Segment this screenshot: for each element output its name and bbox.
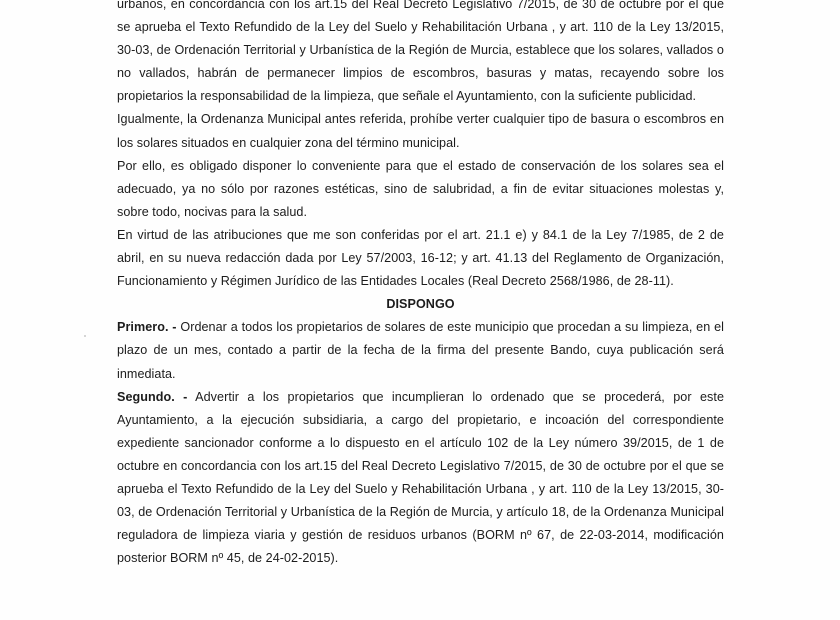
clause-primero-label: Primero. - — [117, 320, 177, 335]
clause-primero-text: Ordenar a todos los propietarios de solares de este municipio que procedan a su limpieza, en el plazo de un mes, contado a partir de la fecha de la firma del presente Bando, cuya publicación será inmediata. — [117, 320, 724, 381]
paragraph-atribuciones: En virtud de las atribuciones que me son conferidas por el art. 21.1 e) y 84.1 de la Ley 7/1985, de 2 de abril, en su nueva redacción dada por Ley 57/2003, 16-12; y art. 41.13 del Reglamento de Organización, Funcionamiento y Régimen Jurídico de las Entidades Locales (Real Decreto 2568/1986, de 28-11). — [117, 227, 724, 289]
paragraph-prohibicion-vertidos: Igualmente, la Ordenanza Municipal antes referida, prohíbe verter cualquier tipo de basura o escombros en los solares situados en cualquier zona del término municipal. — [117, 112, 724, 150]
clause-primero — [117, 316, 724, 385]
clause-segundo-label: Segundo. - — [117, 389, 188, 404]
scan-speck — [84, 335, 86, 337]
clause-segundo-text: Advertir a los propietarios que incumplieran lo ordenado que se procederá, por este Ayuntamiento, a la ejecución subsidiaria, a cargo del propietario, e incoación del correspondiente expediente sancionador conforme a lo dispuesto en el artículo 102 de la Ley número 39/2015, de 1 de octubre en concordancia con los art.15 del Real Decreto Legislativo 7/2015, de 30 de octubre por el que se aprueba el Texto Refundido de la Ley del Suelo y Rehabilitación Urbana , y art. 110 de la Ley 13/2015, 30-03, de Ordenación Territorial y Urbanística de la Región de Murcia, y artículo 18, de la Ordenanza Municipal reguladora de limpieza viaria y gestión de residuos urbanos (BORM nº 67, de 22-03-2014, modificación posterior BORM nº 45, de 24-02-2015). — [117, 389, 724, 566]
paragraph-conservacion-solares: Por ello, es obligado disponer lo conveniente para que el estado de conservación de los solares sea el adecuado, ya no sólo por razones estéticas, sino de salubridad, a fin de evitar situaciones molestas y, sobre todo, nocivas para la salud. — [117, 158, 724, 219]
section-heading-dispongo: DISPONGO — [386, 297, 455, 312]
clause-segundo — [117, 386, 724, 571]
document-body — [117, 0, 724, 570]
paragraph-solares-limpieza: urbanos, en concordancia con los art.15 del Real Decreto Legislativo 7/2015, de 30 de octubre por el que se aprueba el Texto Refundido de la Ley del Suelo y Rehabilitación Urbana , y art. 110 de la Ley 13/2015, 30-03, de Ordenación Territorial y Urbanística de la Región de Murcia, establece que los solares, vallados o no vallados, habrán de permanecer limpios de escombros, basuras y matas, recayendo sobre los propietarios la responsabilidad de la limpieza, que señale el Ayuntamiento, con la suficiente publicidad. — [117, 0, 724, 104]
